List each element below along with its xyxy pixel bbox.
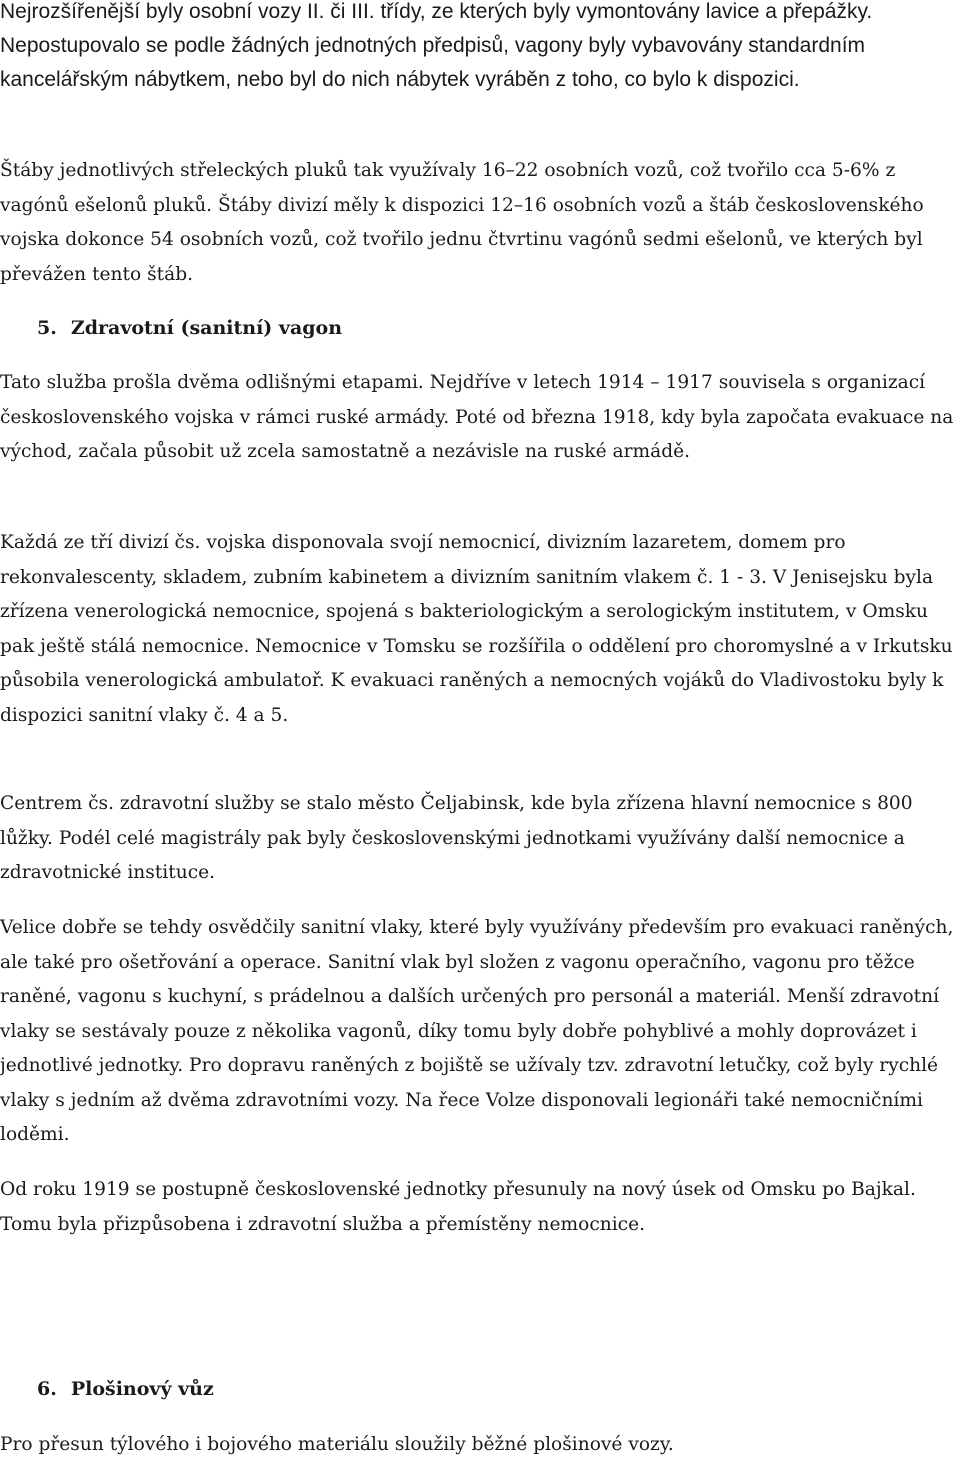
section-heading-6: [37, 1374, 214, 1404]
paragraph-sanitary-trains: Velice dobře se tehdy osvědčily sanitní vlaky, které byly využívány především pro evakuaci raněných, ale také pro ošetřování a operace. Sanitní vlak byl složen z vagonu operačního, vagonu pro těžce raněné, vagonu s kuchyní, s prádelnou a dalších určených pro personál a materiál. Menší zdravotní vlaky se sestávaly pouze z několika vagonů, díky tomu byly dobře pohyblivé a mohly doprovázet i jednotlivé jednotky. Pro dopravu raněných z bojiště se užívaly tzv. zdravotní letučky, což byly rychlé vlaky s jedním až dvěma zdravotními vozy. Na řece Volze disponovali legionáři také nemocničními loděmi.: [0, 917, 954, 1145]
paragraph-divisions-hospitals: Každá ze tří divizí čs. vojska disponovala svojí nemocnicí, divizním lazaretem, domem pro rekonvalescenty, skladem, zubním kabinetem a divizním sanitním vlakem č. 1 - 3. V Jenisejsku byla zřízena venerologická nemocnice, spojená s bakteriologickým a serologickým institutem, v Omsku pak ještě stálá nemocnice. Nemocnice v Tomsku se rozšířila o oddělení pro choromyslné a v Irkutsku působila venerologická ambulatoř. K evakuaci raněných a nemocných vojáků do Vladivostoku byly k dispozici sanitní vlaky č. 4 a 5.: [0, 532, 953, 726]
section-number: 5.: [37, 317, 57, 339]
paragraph-flatcars: Pro přesun týlového i bojového materiálu sloužily běžné plošinové vozy.: [0, 1434, 674, 1455]
paragraph-relocation-1919: Od roku 1919 se postupně československé jednotky přesunuly na nový úsek od Omsku po Bajkal. Tomu byla přizpůsobena i zdravotní služba a přemístěny nemocnice.: [0, 1179, 916, 1235]
paragraph-medical-service-intro: Tato služba prošla dvěma odlišnými etapami. Nejdříve v letech 1914 – 1917 souvisela s organizací československého vojska v rámci ruské armády. Poté od března 1918, kdy byla započata evakuace na východ, začala působit už zcela samostatně a nezávisle na ruské armádě.: [0, 372, 954, 462]
paragraph-staff-cars: Štáby jednotlivých střeleckých pluků tak využívaly 16–22 osobních vozů, což tvořilo cca 5-6% z vagónů ešelonů pluků. Štáby divizí měly k dispozici 12–16 osobních vozů a štáb československého vojska dokonce 54 osobních vozů, což tvořilo jednu čtvrtinu vagónů sedmi ešelonů, ve kterých byl převážen tento štáb.: [0, 160, 924, 285]
paragraph-furniture: Nejrozšířenější byly osobní vozy II. či III. třídy, ze kterých byly vymontovány lavice a přepážky. Nepostupovalo se podle žádných jednotných předpisů, vagony byly vybavovány standardním kancelářským nábytkem, nebo byl do nich nábytek vyráběn z toho, co bylo k dispozici.: [0, 0, 873, 91]
paragraph-chelyabinsk-center: Centrem čs. zdravotní služby se stalo město Čeljabinsk, kde byla zřízena hlavní nemocnice s 800 lůžky. Podél celé magistrály pak byly československými jednotkami využívány další nemocnice a zdravotnické instituce.: [0, 793, 913, 883]
section-heading-5: [37, 313, 342, 343]
section-title: Plošinový vůz: [70, 1378, 214, 1400]
section-title: Zdravotní (sanitní) vagon: [70, 317, 343, 339]
section-number: 6.: [37, 1378, 57, 1400]
